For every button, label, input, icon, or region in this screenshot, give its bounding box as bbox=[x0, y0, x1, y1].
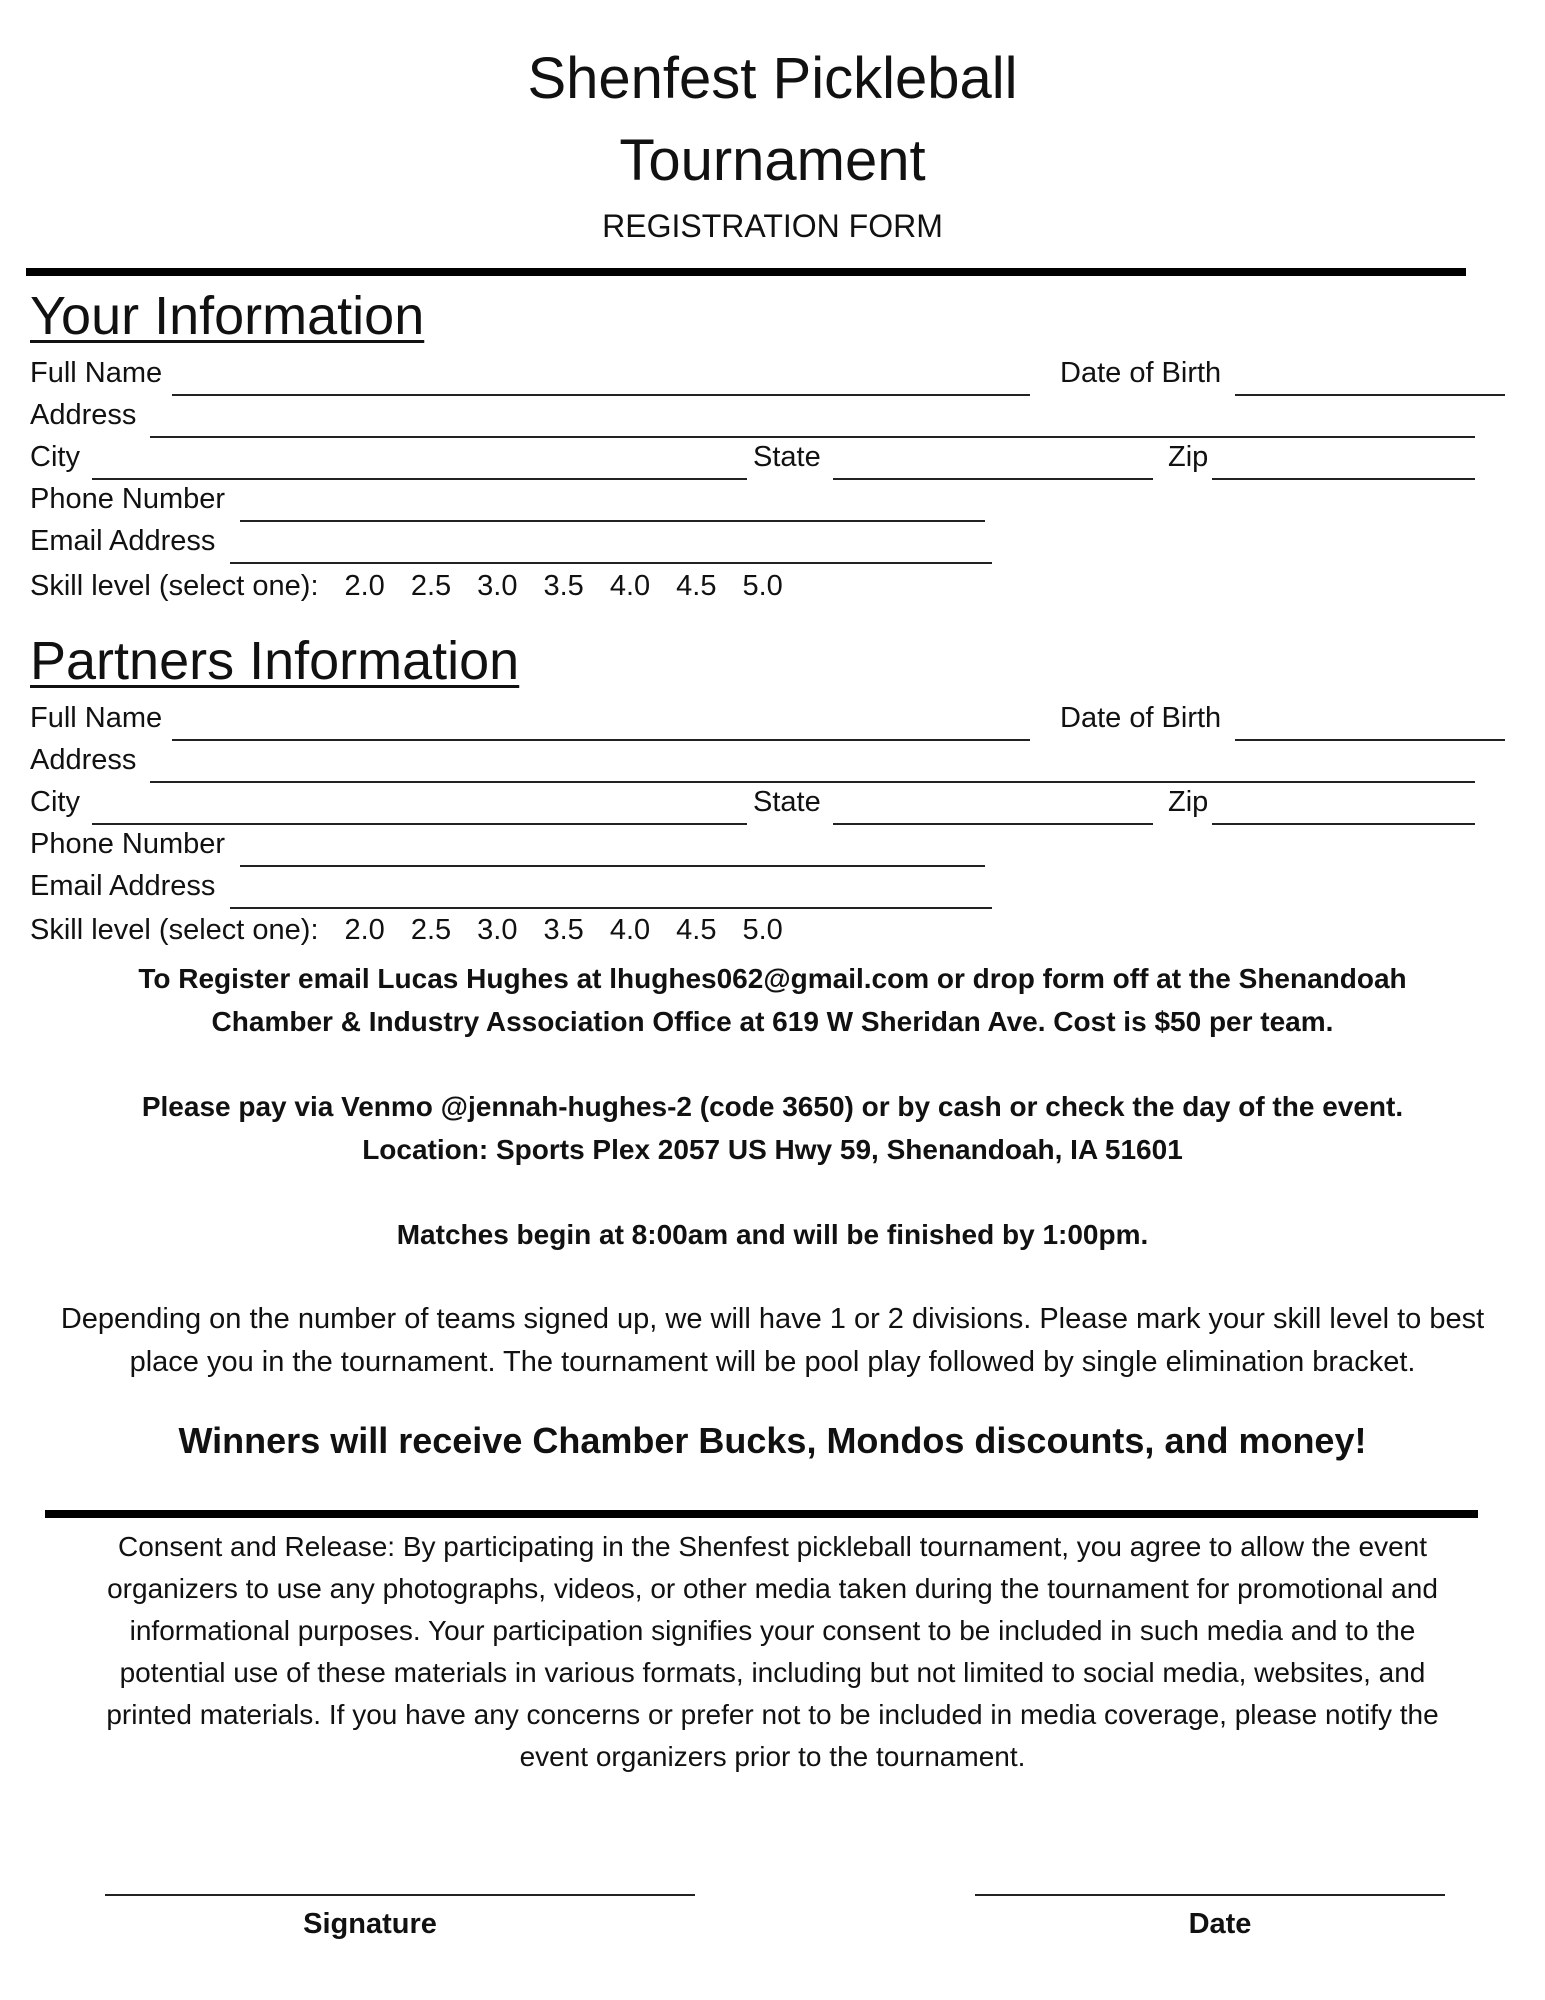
partner-skill-option-2-0[interactable]: 2.0 bbox=[344, 914, 385, 946]
partner-phone-field[interactable] bbox=[30, 828, 990, 868]
your-skill-label: Skill level (select one): bbox=[30, 570, 319, 602]
consent-divider bbox=[45, 1510, 1478, 1518]
signature-line[interactable] bbox=[105, 1894, 695, 1896]
signature-label: Signature bbox=[303, 1908, 437, 1940]
your-address-field[interactable] bbox=[30, 399, 1510, 439]
your-address-row bbox=[30, 399, 1510, 439]
your-dob-label: Date of Birth bbox=[1060, 357, 1222, 389]
partner-city-field[interactable] bbox=[30, 786, 750, 826]
your-phone-row bbox=[30, 483, 1030, 523]
your-address-label: Address bbox=[30, 399, 137, 431]
partner-email-field[interactable] bbox=[30, 870, 1000, 910]
partner-skill-option-3-0[interactable]: 3.0 bbox=[477, 914, 518, 946]
partner-city-row bbox=[30, 786, 1510, 826]
your-email-field[interactable] bbox=[30, 525, 1000, 565]
partner-email-row bbox=[30, 870, 1030, 910]
partner-skill-option-3-5[interactable]: 3.5 bbox=[543, 914, 584, 946]
your-skill-option-4-0[interactable]: 4.0 bbox=[609, 570, 651, 602]
consent-line-4: potential use of these materials in various formats, including but not limited to social media, websites, and bbox=[119, 1657, 1426, 1688]
partner-skill-option-4-5[interactable]: 4.5 bbox=[676, 914, 717, 946]
your-skill-option-5-0[interactable]: 5.0 bbox=[742, 570, 783, 602]
partner-skill-level bbox=[30, 914, 783, 947]
partner-full-name-line bbox=[172, 739, 1030, 741]
your-email-line bbox=[230, 562, 992, 564]
matches-schedule: Matches begin at 8:00am and will be finished by 1:00pm. bbox=[396, 1219, 1149, 1250]
your-skill-option-3-0[interactable]: 3.0 bbox=[477, 570, 518, 602]
partner-address-line bbox=[150, 781, 1475, 783]
your-name-row bbox=[30, 357, 1510, 397]
partner-skill-option-2-5[interactable]: 2.5 bbox=[410, 914, 452, 946]
partner-name-row bbox=[30, 702, 1510, 742]
partner-full-name-field[interactable] bbox=[30, 702, 1040, 742]
your-state-field[interactable] bbox=[753, 441, 1183, 481]
partner-phone-row bbox=[30, 828, 1030, 868]
payment-instructions bbox=[40, 1085, 1505, 1171]
partner-address-label: Address bbox=[30, 744, 137, 776]
register-instructions bbox=[40, 957, 1505, 1043]
payment-line-1: Please pay via Venmo @jennah-hughes-2 (code 3650) or by cash or check the day of the event. bbox=[141, 1091, 1404, 1122]
your-state-label: State bbox=[753, 441, 821, 473]
register-line-1: To Register email Lucas Hughes at lhughes062@gmail.com or drop form off at the Shenandoah bbox=[138, 963, 1407, 994]
partner-dob-field[interactable] bbox=[1060, 702, 1510, 742]
partner-zip-label: Zip bbox=[1168, 786, 1209, 818]
partner-zip-line bbox=[1212, 823, 1475, 825]
partner-dob-line bbox=[1235, 739, 1505, 741]
date-label: Date bbox=[1188, 1908, 1252, 1940]
partner-address-row bbox=[30, 744, 1510, 784]
register-line-2: Chamber & Industry Association Office at 619 W Sheridan Ave. Cost is $50 per team. bbox=[211, 1006, 1334, 1037]
partner-phone-label: Phone Number bbox=[30, 828, 226, 860]
partner-city-line bbox=[92, 823, 747, 825]
form-title-line2: Tournament bbox=[619, 128, 926, 193]
partner-zip-field[interactable] bbox=[1168, 786, 1510, 826]
partner-skill-option-4-0[interactable]: 4.0 bbox=[609, 914, 651, 946]
partners-information-heading: Partners Information bbox=[30, 631, 520, 691]
partner-skill-label: Skill level (select one): bbox=[30, 914, 319, 946]
partner-state-line bbox=[833, 823, 1153, 825]
partner-phone-line bbox=[240, 865, 985, 867]
your-city-row bbox=[30, 441, 1510, 481]
your-full-name-field[interactable] bbox=[30, 357, 1040, 397]
your-email-row bbox=[30, 525, 1030, 565]
divisions-line-1: Depending on the number of teams signed up, we will have 1 or 2 divisions. Please mark your skill level to best bbox=[60, 1303, 1485, 1335]
divisions-info bbox=[40, 1298, 1505, 1384]
your-zip-field[interactable] bbox=[1168, 441, 1510, 481]
your-skill-option-3-5[interactable]: 3.5 bbox=[543, 570, 584, 602]
location-line: Location: Sports Plex 2057 US Hwy 59, Shenandoah, IA 51601 bbox=[362, 1134, 1183, 1165]
your-city-line bbox=[92, 478, 747, 480]
your-state-line bbox=[833, 478, 1153, 480]
partner-city-label: City bbox=[30, 786, 80, 818]
partner-full-name-label: Full Name bbox=[30, 702, 163, 734]
form-subtitle: REGISTRATION FORM bbox=[602, 208, 943, 244]
partner-state-label: State bbox=[753, 786, 821, 818]
your-phone-label: Phone Number bbox=[30, 483, 226, 515]
partner-state-field[interactable] bbox=[753, 786, 1183, 826]
partner-email-line bbox=[230, 907, 992, 909]
your-zip-line bbox=[1212, 478, 1475, 480]
your-dob-field[interactable] bbox=[1060, 357, 1510, 397]
divisions-line-2: place you in the tournament. The tournament will be pool play followed by single elimination bracket. bbox=[129, 1346, 1416, 1378]
date-line[interactable] bbox=[975, 1894, 1445, 1896]
your-skill-option-2-0[interactable]: 2.0 bbox=[344, 570, 385, 602]
your-information-heading: Your Information bbox=[30, 286, 425, 346]
consent-line-2: organizers to use any photographs, videos, or other media taken during the tournament for promotional and bbox=[107, 1573, 1438, 1604]
your-address-line bbox=[150, 436, 1475, 438]
your-dob-line bbox=[1235, 394, 1505, 396]
your-full-name-line bbox=[172, 394, 1030, 396]
partner-email-label: Email Address bbox=[30, 870, 216, 902]
form-title-line1: Shenfest Pickleball bbox=[527, 46, 1018, 111]
your-skill-option-4-5[interactable]: 4.5 bbox=[676, 570, 717, 602]
your-skill-option-2-5[interactable]: 2.5 bbox=[410, 570, 452, 602]
partner-dob-label: Date of Birth bbox=[1060, 702, 1222, 734]
consent-line-6: event organizers prior to the tournament. bbox=[519, 1741, 1026, 1772]
your-full-name-label: Full Name bbox=[30, 357, 163, 389]
your-zip-label: Zip bbox=[1168, 441, 1209, 473]
your-city-field[interactable] bbox=[30, 441, 750, 481]
your-phone-field[interactable] bbox=[30, 483, 990, 523]
consent-release bbox=[40, 1526, 1505, 1778]
partner-address-field[interactable] bbox=[30, 744, 1510, 784]
your-phone-line bbox=[240, 520, 985, 522]
your-skill-level bbox=[30, 570, 783, 603]
partner-skill-option-5-0[interactable]: 5.0 bbox=[742, 914, 783, 946]
consent-line-3: informational purposes. Your participation signifies your consent to be included in such media and to the bbox=[129, 1615, 1416, 1646]
your-email-label: Email Address bbox=[30, 525, 216, 557]
winners-announcement: Winners will receive Chamber Bucks, Mondos discounts, and money! bbox=[178, 1420, 1367, 1461]
your-city-label: City bbox=[30, 441, 80, 473]
consent-line-1: Consent and Release: By participating in the Shenfest pickleball tournament, you agree to allow the event bbox=[117, 1531, 1428, 1562]
consent-line-5: printed materials. If you have any concerns or prefer not to be included in media coverage, please notify the bbox=[106, 1699, 1439, 1730]
header-divider bbox=[26, 268, 1466, 276]
